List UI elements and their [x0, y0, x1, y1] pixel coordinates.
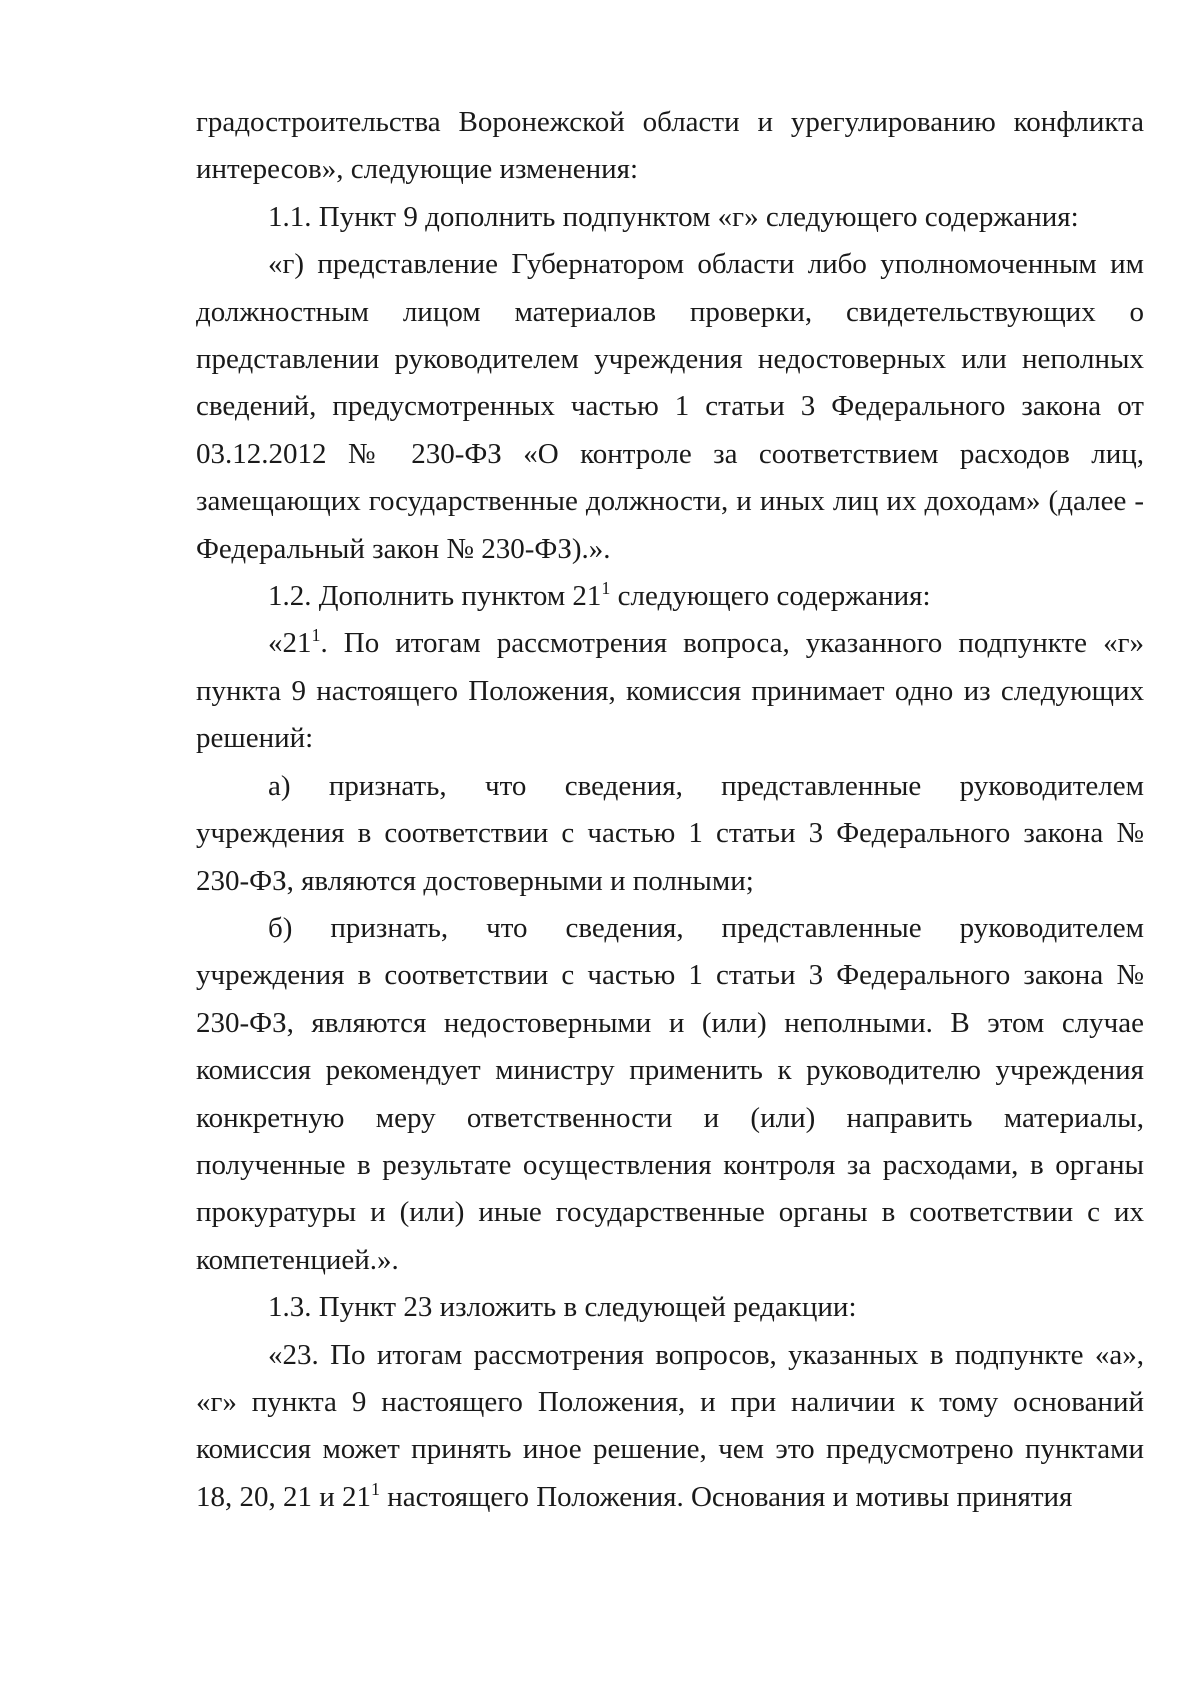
paragraph-point-21-1 [196, 620, 1144, 762]
text-run: 1.3. Пункт 23 изложить в следующей редакции: [268, 1291, 857, 1324]
text-run: градостроительства Воронежской области и урегулированию конфликта интересов», следующие изменения: [196, 106, 1144, 186]
text-run: «г) представление Губернатором области либо уполномоченным им должностным лицом материалов проверки, свидетельствующих о представлении руководителем учреждения недостоверных или неполных сведений, предусмотренных частью 1 статьи 3 Федерального закона от 03.12.2012 № 230-ФЗ «О контроле за соответствием расходов лиц, замещающих государственные должности, и иных лиц их доходам» (далее - Федеральный закон № 230-ФЗ).». [196, 248, 1144, 565]
paragraph-p-1-3 [196, 1284, 1144, 1331]
text-run: б) признать, что сведения, представленные руководителем учреждения в соответствии с частью 1 статьи 3 Федерального закона № 230-ФЗ, являются недостоверными и (или) неполными. В этом случае комиссия рекомендует министру применить к руководителю учреждения конкретную меру ответственности и (или) направить материалы, полученные в результате осуществления контроля за расходами, в органы прокуратуры и (или) иные государственные органы в соответствии с их компетенцией.». [196, 911, 1144, 1276]
text-run: 1.1. Пункт 9 дополнить подпунктом «г» следующего содержания: [268, 200, 1079, 233]
paragraph-p-1-2 [196, 573, 1144, 620]
text-run: следующего содержания: [610, 580, 931, 613]
paragraph-decision-b [196, 905, 1144, 1284]
text-run: настоящего Положения. Основания и мотивы принятия [380, 1480, 1073, 1513]
text-run: . По итогам рассмотрения вопроса, указанного подпункте «г» пункта 9 настоящего Положения, комиссия принимает одно из следующих решений: [196, 627, 1144, 755]
paragraph-decision-a [196, 763, 1144, 905]
paragraph-point-23 [196, 1332, 1144, 1522]
text-run: «23. По итогам рассмотрения вопросов, указанных в подпункте «а», «г» пункта 9 настоящего Положения, и при наличии к тому оснований комиссия может принять иное решение, чем это предусмотрено пунктами 18, 20, 21 и 21 [196, 1338, 1144, 1513]
superscript-index: 1 [371, 1478, 381, 1499]
text-run: 1.2. Дополнить пунктом 21 [268, 580, 602, 613]
document-body [196, 99, 1144, 1521]
superscript-index: 1 [311, 625, 321, 646]
superscript-index: 1 [601, 577, 611, 598]
text-run: а) признать, что сведения, представленные руководителем учреждения в соответствии с частью 1 статьи 3 Федерального закона № 230-ФЗ, являются достоверными и полными; [196, 769, 1144, 897]
paragraph-subpoint-g [196, 241, 1144, 573]
paragraph-p-1-1 [196, 194, 1144, 241]
paragraph-intro [196, 99, 1144, 194]
text-run: «21 [268, 627, 312, 660]
